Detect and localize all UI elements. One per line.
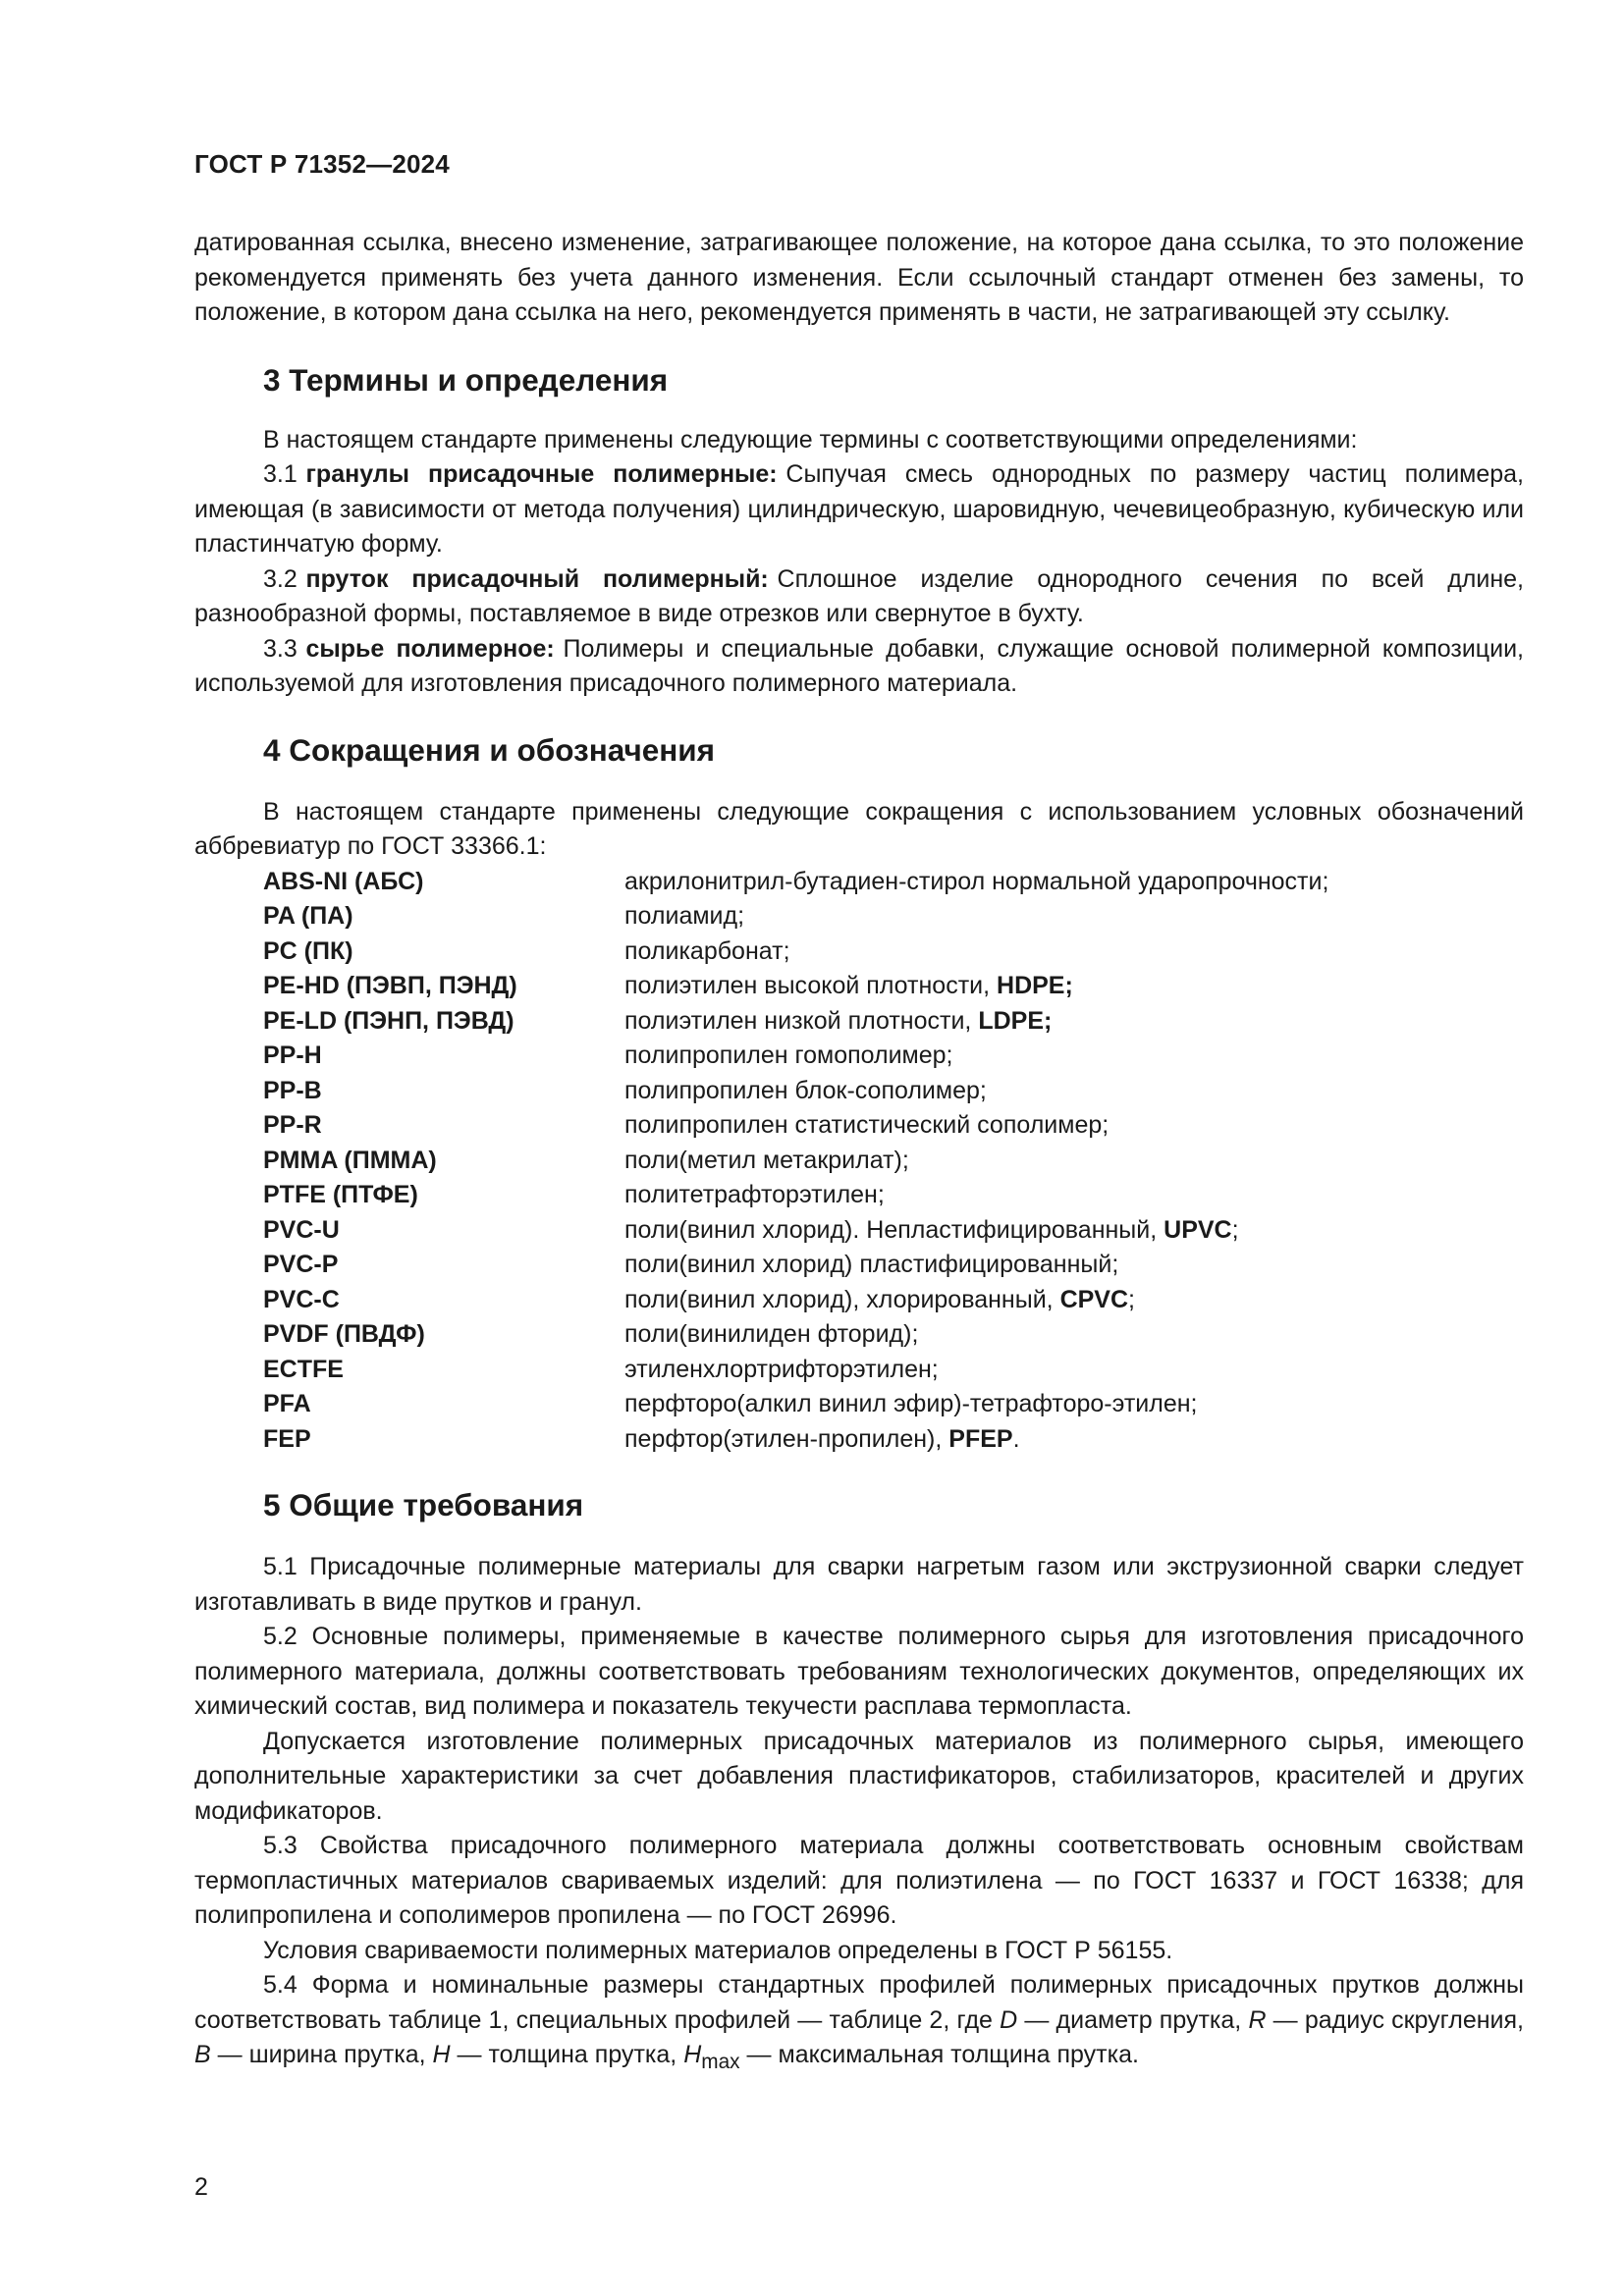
variable-h: H	[432, 2041, 451, 2068]
section-3-heading: 3 Термины и определения	[263, 361, 669, 398]
abbreviation-code: PP-B	[263, 1076, 322, 1104]
page-number: 2	[194, 2173, 208, 2201]
abbreviation-code: PTFE (ПТФЕ)	[263, 1181, 418, 1208]
abbreviation-code: ECTFE	[263, 1355, 344, 1383]
text-run: — ширина прутка,	[210, 2041, 433, 2068]
description-text: поликарбонат;	[624, 936, 790, 965]
description-text: полиэтилен высокой плотности,	[624, 972, 998, 999]
clause-5-3: 5.3 Свойства присадочного полимерного материала должны соответствовать основным свойствам термопластичных материалов свариваемых изделий: для полиэтилена — по ГОСТ 16337 и ГОСТ 16338; для полипропилена и сополимеров пропилена — по ГОСТ 26996.	[194, 1832, 1524, 1929]
abbreviation-description	[624, 1108, 1328, 1144]
description-text: перфторо(алкил винил эфир)-тетрафторо-этилен;	[624, 1390, 1198, 1417]
description-text: акрилонитрил-бутадиен-стирол нормальной ударопрочности;	[624, 867, 1329, 895]
description-text: политетрафторэтилен;	[624, 1181, 885, 1208]
description-text: поли(винил хлорид). Непластифицированный,	[624, 1215, 1164, 1244]
abbreviation-row	[263, 1248, 1328, 1283]
term-name: пруток присадочный полимерный:	[305, 564, 769, 593]
abbreviations-table	[263, 865, 1328, 1458]
description-tail: ;	[1128, 1285, 1135, 1313]
abbreviation-code: PVC-P	[263, 1251, 339, 1278]
page-content	[194, 226, 1524, 2080]
term-3-2	[194, 562, 1524, 632]
abbreviation-row	[263, 934, 1328, 970]
variable-d: D	[1000, 2005, 1018, 2034]
abbreviation-description	[624, 1074, 1328, 1109]
abbreviation-description	[624, 1004, 1328, 1040]
description-text: поли(винил хлорид) пластифицированный;	[624, 1251, 1119, 1278]
description-text: полипропилен блок-сополимер;	[624, 1076, 987, 1104]
clause-5-2: 5.2 Основные полимеры, применяемые в качестве полимерного сырья для изготовления присадочного полимерного материала, должны соответствовать требованиям технологических документов, определяющих их химический состав, вид полимера и показатель текучести расплава термопласта.	[194, 1623, 1524, 1720]
english-abbreviation: PFEP	[948, 1424, 1013, 1453]
text-run: — диаметр прутка,	[1017, 2005, 1249, 2034]
clause-5-2-note: Допускается изготовление полимерных присадочных материалов из полимерного сырья, имеющего дополнительные характеристики за счет добавления пластификаторов, стабилизаторов, красителей и других модификаторов.	[194, 1727, 1524, 1825]
abbreviation-row	[263, 1283, 1328, 1318]
abbreviation-code: PE-HD (ПЭВП, ПЭНД)	[263, 972, 517, 999]
term-definition: Полимеры и специальные добавки, служащие основой полимерной композиции, используемой для изготовления присадочного полимерного материала.	[194, 634, 1524, 697]
description-tail: .	[1012, 1424, 1020, 1453]
abbreviation-row	[263, 1178, 1328, 1213]
description-text: полиэтилен низкой плотности,	[624, 1006, 979, 1035]
description-text: полипропилен гомополимер;	[624, 1041, 953, 1069]
description-text: поли(винилиден фторид);	[624, 1320, 919, 1348]
term-definition: Сплошное изделие однородного сечения по всей длине, разнообразной формы, поставляемое в виде отрезков или свернутое в бухту.	[194, 564, 1524, 627]
abbreviation-code: PVC-C	[263, 1285, 340, 1313]
clause-5-3-note: Условия свариваемости полимерных материалов определены в ГОСТ Р 56155.	[263, 1936, 1173, 1964]
abbreviation-code: PFA	[263, 1390, 311, 1417]
text-run: — максимальная толщина прутка.	[739, 2041, 1139, 2068]
abbreviation-description	[624, 1248, 1328, 1283]
description-tail: ;	[1231, 1215, 1239, 1244]
abbreviation-description	[624, 865, 1328, 900]
abbreviation-row	[263, 1422, 1328, 1458]
english-abbreviation: LDPE;	[978, 1006, 1053, 1035]
description-text: полиамид;	[624, 902, 745, 930]
clause-5-4	[194, 1968, 1524, 2080]
text-run: — радиус скругления,	[1266, 2005, 1524, 2034]
abbreviation-row	[263, 1317, 1328, 1353]
term-number: 3.2	[263, 564, 298, 593]
abbreviation-code: PE-LD (ПЭНП, ПЭВД)	[263, 1006, 514, 1035]
term-definition: Сыпучая смесь однородных по размеру частиц полимера, имеющая (в зависимости от метода получения) цилиндрическую, шаровидную, чечевицеобразную, кубическую или пластинчатую форму.	[194, 460, 1524, 558]
description-text: полипропилен статистический сополимер;	[624, 1111, 1110, 1139]
term-number: 3.3	[263, 634, 298, 663]
abbreviation-row	[263, 1213, 1328, 1249]
section-4-heading: 4 Сокращения и обозначения	[263, 731, 716, 768]
abbreviation-description	[624, 1144, 1328, 1179]
description-text: этиленхлортрифторэтилен;	[624, 1355, 939, 1383]
abbreviation-description	[624, 1387, 1328, 1422]
abbreviation-row	[263, 1108, 1328, 1144]
text-run: — толщина прутка,	[450, 2041, 684, 2068]
document-header: ГОСТ Р 71352—2024	[194, 149, 450, 179]
abbreviation-row	[263, 865, 1328, 900]
variable-hmax-subscript: max	[701, 2051, 740, 2073]
abbreviation-row	[263, 1039, 1328, 1074]
term-3-3	[194, 632, 1524, 702]
clause-5-1: 5.1 Присадочные полимерные материалы для сварки нагретым газом или экструзионной сварки следует изготавливать в виде прутков и гранул.	[194, 1553, 1524, 1616]
abbreviation-code: PVC-U	[263, 1215, 340, 1244]
abbreviation-row	[263, 1387, 1328, 1422]
abbreviation-code: PP-R	[263, 1111, 322, 1139]
abbreviation-description	[624, 899, 1328, 934]
section-5-heading: 5 Общие требования	[263, 1487, 584, 1522]
abbreviation-description	[624, 969, 1328, 1004]
description-text: поли(метил метакрилат);	[624, 1146, 909, 1174]
term-number: 3.1	[263, 460, 298, 488]
abbreviation-code: PA (ПА)	[263, 902, 353, 930]
abbreviation-description	[624, 1283, 1328, 1318]
abbreviation-description	[624, 1422, 1328, 1458]
abbreviation-row	[263, 1074, 1328, 1109]
abbreviation-description	[624, 1213, 1328, 1249]
section-4-lead: В настоящем стандарте применены следующие сокращения с использованием условных обозначений аббревиатур по ГОСТ 33366.1:	[194, 797, 1524, 860]
description-text: перфтор(этилен-пропилен),	[624, 1424, 949, 1453]
abbreviation-code: PP-H	[263, 1041, 322, 1069]
abbreviation-row	[263, 1144, 1328, 1179]
english-abbreviation: UPVC	[1164, 1215, 1232, 1244]
abbreviation-row	[263, 1004, 1328, 1040]
abbreviation-code: FEP	[263, 1424, 311, 1453]
abbreviation-description	[624, 934, 1328, 970]
english-abbreviation: HDPE;	[997, 972, 1073, 999]
abbreviation-code: PC (ПК)	[263, 936, 353, 965]
section-3-lead: В настоящем стандарте применены следующие термины с соответствующими определениями:	[263, 425, 1358, 454]
abbreviation-description	[624, 1178, 1328, 1213]
variable-hmax: H	[683, 2041, 702, 2068]
intro-paragraph: датированная ссылка, внесено изменение, затрагивающее положение, на которое дана ссылка, то это положение рекомендуется применять без учета данного изменения. Если ссылочный стандарт отменен без замены, то положение, в котором дана ссылка на него, рекомендуется применять в части, не затрагивающей эту ссылку.	[194, 229, 1524, 326]
abbreviation-row	[263, 1353, 1328, 1388]
variable-b: B	[194, 2041, 211, 2068]
variable-r: R	[1248, 2005, 1267, 2034]
abbreviation-description	[624, 1039, 1328, 1074]
abbreviation-description	[624, 1317, 1328, 1353]
abbreviation-code: ABS-NI (АБС)	[263, 867, 424, 895]
term-name: гранулы присадочные полимерные:	[305, 460, 778, 488]
abbreviation-row	[263, 969, 1328, 1004]
english-abbreviation: CPVC	[1059, 1285, 1129, 1313]
abbreviation-row	[263, 899, 1328, 934]
term-name: сырье полимерное:	[305, 634, 555, 663]
description-text: поли(винил хлорид), хлорированный,	[624, 1285, 1060, 1313]
text-run: 5.4 Форма и номинальные размеры стандартных профилей полимерных присадочных прутков должны соответствовать таблице 1, специальных профилей — таблице 2, где	[194, 1971, 1524, 2034]
abbreviation-description	[624, 1353, 1328, 1388]
abbreviation-code: PMMA (ПММА)	[263, 1146, 437, 1174]
term-3-1	[194, 457, 1524, 562]
abbreviation-code: PVDF (ПВДФ)	[263, 1320, 425, 1348]
